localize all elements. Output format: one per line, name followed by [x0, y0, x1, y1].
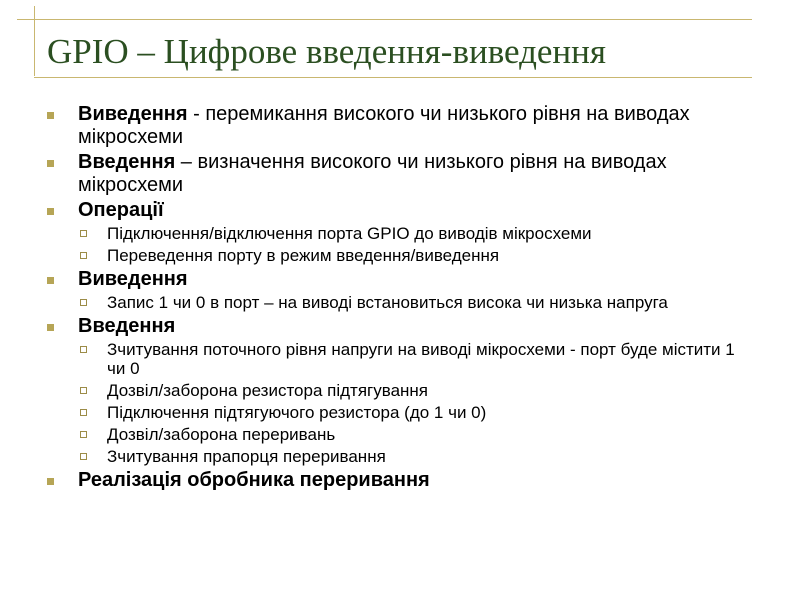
bullet-heading: Введення: [78, 315, 176, 337]
hollow-square-bullet-icon: [80, 252, 87, 259]
sub-bullet-text: Дозвіл/заборона резистора підтягування: [107, 381, 429, 400]
hollow-square-bullet-icon: [80, 453, 87, 460]
sub-list-item: [0, 447, 800, 466]
list-item: [0, 199, 800, 222]
sub-list-item: [0, 293, 800, 312]
bullet-text: – визначення високого чи низького рівня на виводах мікросхеми: [78, 151, 667, 196]
list-item: [0, 315, 800, 338]
sub-bullet-text: Дозвіл/заборона переривань: [107, 425, 336, 444]
hollow-square-bullet-icon: [80, 409, 87, 416]
list-item: [0, 103, 800, 149]
title-rule-left: [34, 6, 35, 76]
sub-list-item: [0, 246, 800, 265]
bullet-heading: Операції: [78, 199, 164, 221]
bullet-heading: Виведення: [78, 103, 188, 125]
sub-bullet-text: Запис 1 чи 0 в порт – на виводі встановиться висока чи низька напруга: [107, 293, 668, 312]
list-item: [0, 268, 800, 291]
hollow-square-bullet-icon: [80, 431, 87, 438]
square-bullet-icon: [47, 208, 54, 215]
sub-bullet-text: Підключення/відключення порта GPIO до виводів мікросхеми: [107, 224, 592, 243]
bullet-heading: Реалізація обробника переривання: [78, 469, 430, 491]
slide-title: GPIO – Цифрове введення-виведення: [47, 32, 606, 71]
sub-bullet-text: Підключення підтягуючого резистора (до 1 чи 0): [107, 403, 487, 422]
bullet-heading: Введення: [78, 151, 176, 173]
sub-bullet-text: Переведення порту в режим введення/виведення: [107, 246, 500, 265]
sub-list-item: [0, 425, 800, 444]
title-rule-top: [17, 19, 752, 20]
sub-list-item: [0, 340, 800, 378]
square-bullet-icon: [47, 112, 54, 119]
list-item: [0, 469, 800, 492]
hollow-square-bullet-icon: [80, 230, 87, 237]
bullet-heading: Виведення: [78, 268, 188, 290]
hollow-square-bullet-icon: [80, 299, 87, 306]
sub-bullet-text: Зчитування поточного рівня напруги на виводі мікросхеми - порт буде містити 1 чи 0: [107, 340, 735, 378]
title-rule-bottom: [34, 77, 752, 78]
square-bullet-icon: [47, 277, 54, 284]
hollow-square-bullet-icon: [80, 387, 87, 394]
list-item: [0, 151, 800, 197]
sub-list-item: [0, 224, 800, 243]
sub-list-item: [0, 381, 800, 400]
square-bullet-icon: [47, 478, 54, 485]
sub-bullet-text: Зчитування прапорця переривання: [107, 447, 386, 466]
square-bullet-icon: [47, 324, 54, 331]
square-bullet-icon: [47, 160, 54, 167]
sub-list-item: [0, 403, 800, 422]
hollow-square-bullet-icon: [80, 346, 87, 353]
bullet-text: - перемикання високого чи низького рівня на виводах мікросхеми: [78, 103, 690, 148]
bullet-list: [0, 103, 800, 494]
